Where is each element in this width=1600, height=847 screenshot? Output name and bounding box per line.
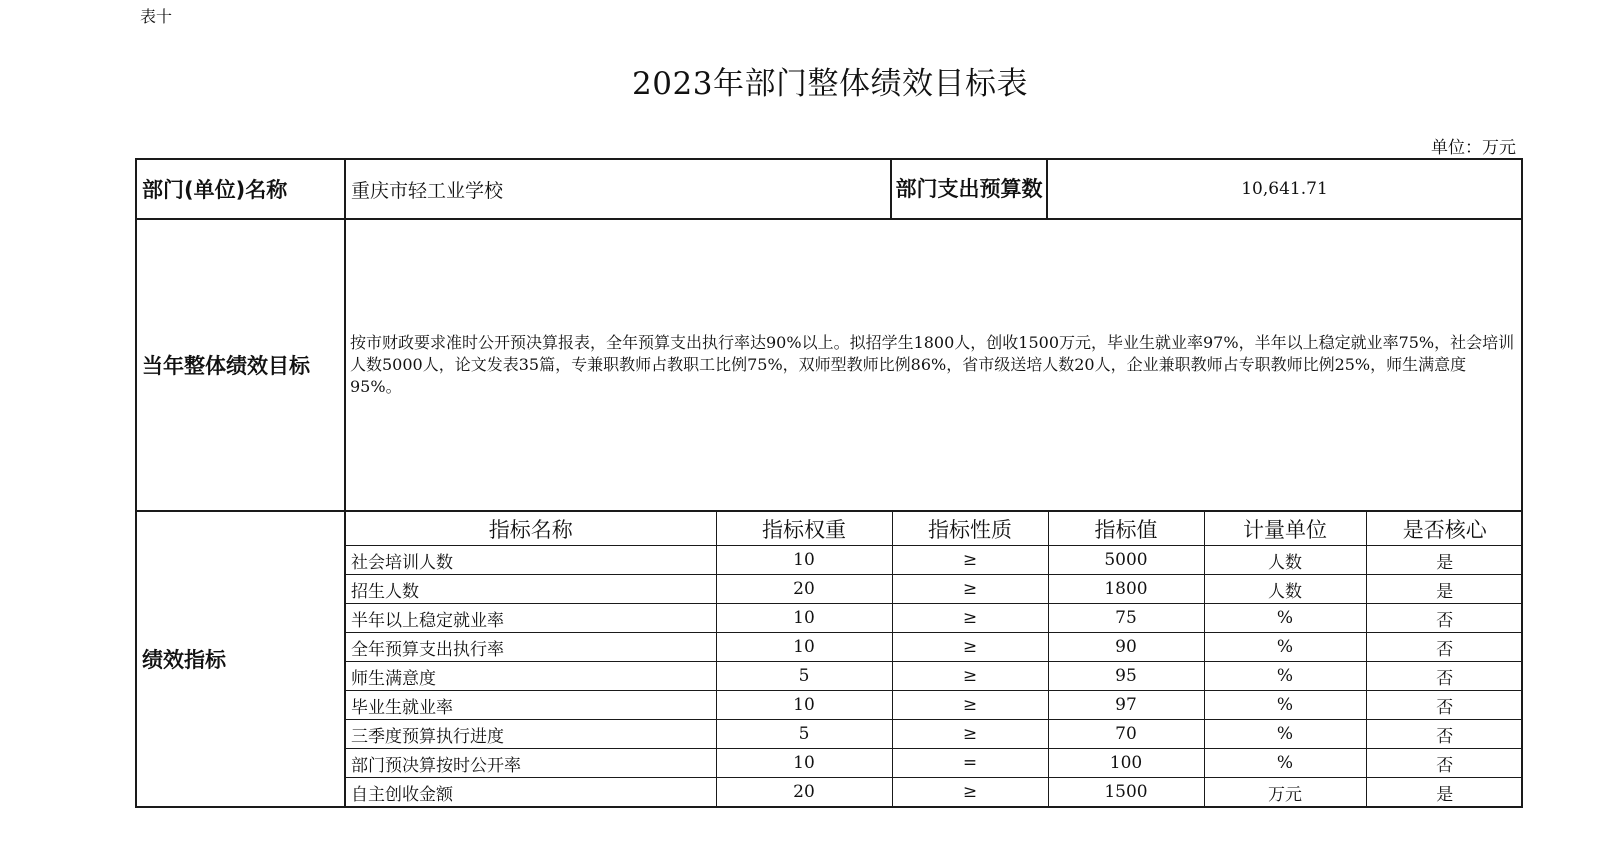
metric-value: 97: [1048, 691, 1204, 720]
table-row: [346, 662, 1523, 691]
dept-name-value: 重庆市轻工业学校: [345, 159, 891, 219]
header-metric-core: 是否核心: [1366, 512, 1523, 546]
metric-weight: 10: [716, 546, 892, 575]
metric-name: 师生满意度: [346, 662, 716, 691]
metric-nature: =: [892, 749, 1048, 778]
metric-unit: %: [1204, 749, 1366, 778]
metric-value: 100: [1048, 749, 1204, 778]
goal-row: [136, 219, 1522, 511]
budget-label: 部门支出预算数: [891, 159, 1047, 219]
metric-core: 是: [1366, 546, 1523, 575]
metrics-section-row: [136, 511, 1522, 807]
metric-weight: 10: [716, 604, 892, 633]
header-metric-name: 指标名称: [346, 512, 716, 546]
metric-name: 全年预算支出执行率: [346, 633, 716, 662]
metric-name: 自主创收金额: [346, 778, 716, 807]
goal-label: 当年整体绩效目标: [136, 219, 345, 511]
metric-name: 三季度预算执行进度: [346, 720, 716, 749]
metric-core: 是: [1366, 778, 1523, 807]
table-row: [346, 778, 1523, 807]
header-metric-nature: 指标性质: [892, 512, 1048, 546]
metric-unit: %: [1204, 633, 1366, 662]
metric-core: 是: [1366, 575, 1523, 604]
table-row: [346, 691, 1523, 720]
metric-core: 否: [1366, 749, 1523, 778]
metric-core: 否: [1366, 662, 1523, 691]
metrics-table: [346, 512, 1523, 806]
metric-nature: ≥: [892, 720, 1048, 749]
metric-core: 否: [1366, 720, 1523, 749]
table-row: [346, 749, 1523, 778]
metrics-table-cell: [345, 511, 1522, 807]
table-row: [346, 604, 1523, 633]
header-metric-value: 指标值: [1048, 512, 1204, 546]
metric-name: 毕业生就业率: [346, 691, 716, 720]
metric-nature: ≥: [892, 546, 1048, 575]
metric-core: 否: [1366, 604, 1523, 633]
metric-core: 否: [1366, 691, 1523, 720]
header-metric-unit: 计量单位: [1204, 512, 1366, 546]
metric-name: 招生人数: [346, 575, 716, 604]
table-row: [346, 546, 1523, 575]
metric-nature: ≥: [892, 604, 1048, 633]
metric-weight: 10: [716, 749, 892, 778]
metric-value: 70: [1048, 720, 1204, 749]
metric-value: 90: [1048, 633, 1204, 662]
metric-name: 半年以上稳定就业率: [346, 604, 716, 633]
table-row: [346, 575, 1523, 604]
metric-unit: 万元: [1204, 778, 1366, 807]
metric-name: 社会培训人数: [346, 546, 716, 575]
metric-unit: 人数: [1204, 575, 1366, 604]
metric-weight: 10: [716, 633, 892, 662]
metric-core: 否: [1366, 633, 1523, 662]
table-row: [346, 633, 1523, 662]
metric-value: 1800: [1048, 575, 1204, 604]
metric-weight: 10: [716, 691, 892, 720]
table-number-label: 表十: [140, 7, 173, 26]
metric-value: 75: [1048, 604, 1204, 633]
metric-unit: %: [1204, 691, 1366, 720]
metrics-label: 绩效指标: [136, 511, 345, 807]
unit-label: 单位：万元: [1431, 138, 1516, 158]
metric-weight: 20: [716, 575, 892, 604]
metric-unit: %: [1204, 720, 1366, 749]
metric-nature: ≥: [892, 778, 1048, 807]
metric-nature: ≥: [892, 691, 1048, 720]
metric-value: 95: [1048, 662, 1204, 691]
metric-weight: 5: [716, 662, 892, 691]
metric-unit: 人数: [1204, 546, 1366, 575]
metric-nature: ≥: [892, 633, 1048, 662]
dept-name-label: 部门(单位)名称: [136, 159, 345, 219]
metric-value: 1500: [1048, 778, 1204, 807]
performance-target-table: [135, 158, 1523, 808]
metric-nature: ≥: [892, 662, 1048, 691]
metric-weight: 5: [716, 720, 892, 749]
metric-value: 5000: [1048, 546, 1204, 575]
metric-weight: 20: [716, 778, 892, 807]
page-title: 2023年部门整体绩效目标表: [632, 66, 1028, 102]
goal-text: 按市财政要求准时公开预决算报表，全年预算支出执行率达90%以上。拟招学生1800人，创收1500万元，毕业生就业率97%，半年以上稳定就业率75%，社会培训人数5000人，论文发表35篇，专兼职教师占教职工比例75%，双师型教师比例86%，省市级送培人数20人，企业兼职教师占专职教师比例25%，师生满意度95%。: [345, 219, 1522, 511]
dept-info-row: [136, 159, 1522, 219]
metrics-header-row: [346, 512, 1523, 546]
header-metric-weight: 指标权重: [716, 512, 892, 546]
table-row: [346, 720, 1523, 749]
metric-unit: %: [1204, 604, 1366, 633]
metric-unit: %: [1204, 662, 1366, 691]
budget-value: 10,641.71: [1047, 159, 1522, 219]
metric-nature: ≥: [892, 575, 1048, 604]
metric-name: 部门预决算按时公开率: [346, 749, 716, 778]
